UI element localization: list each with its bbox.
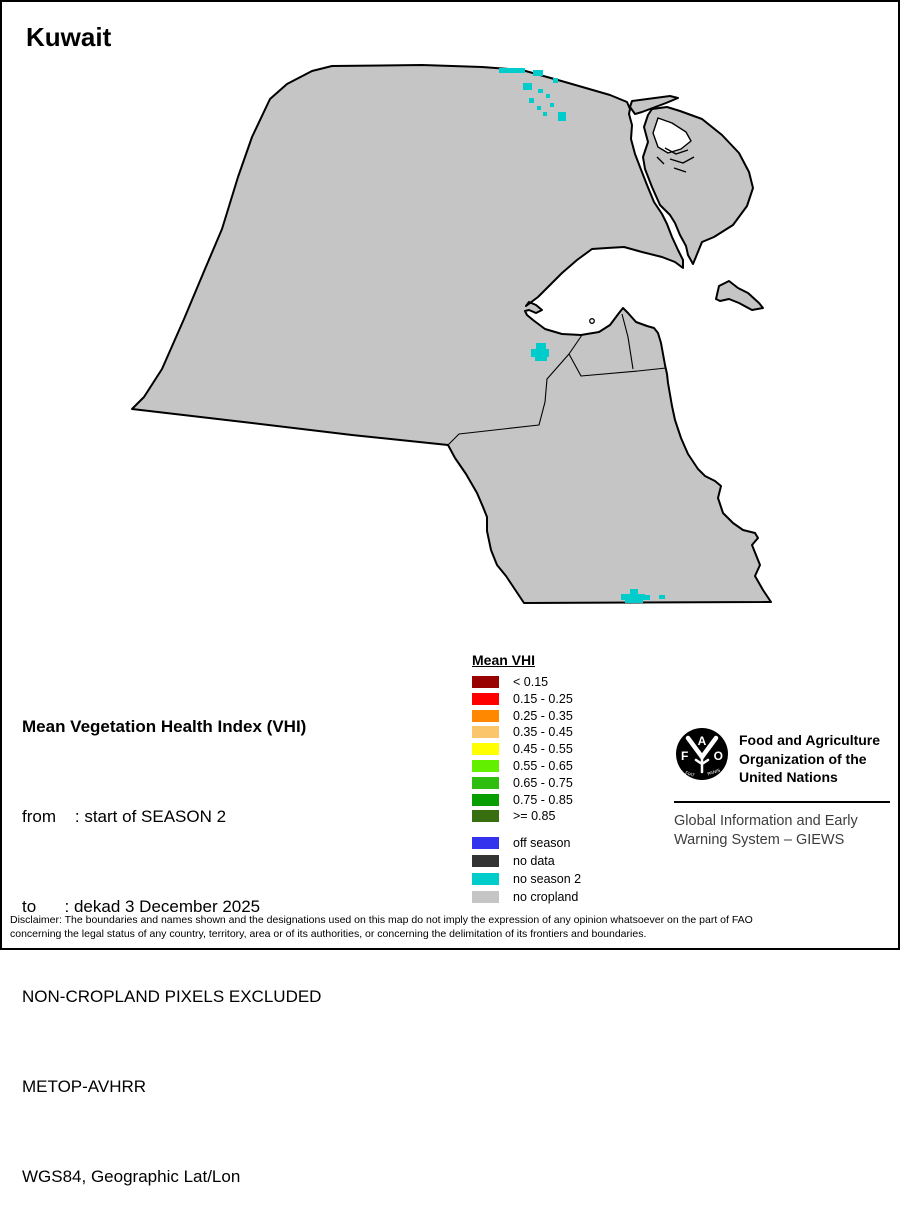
- kuwait-map: [2, 2, 900, 642]
- fao-block: [674, 726, 896, 787]
- fao-name-line1: Food and Agriculture: [739, 732, 881, 748]
- fao-motto-fiat: FIAT: [684, 770, 696, 778]
- legend-label: no season 2: [513, 872, 582, 886]
- legend-title: Mean VHI: [472, 652, 536, 668]
- info-line-sensor: METOP-AVHRR: [22, 1077, 147, 1096]
- legend-color-swatch: [472, 855, 499, 867]
- legend-color-swatch: [472, 873, 499, 885]
- legend-row: [472, 855, 581, 867]
- status-legend: [472, 837, 581, 909]
- legend-color-swatch: [472, 810, 499, 822]
- legend-label: no cropland: [513, 890, 579, 904]
- legend-row: [472, 777, 573, 789]
- legend-label: 0.45 - 0.55: [513, 742, 573, 757]
- fao-motto-panis: PANIS: [706, 767, 721, 777]
- fao-letter-a: A: [697, 734, 707, 748]
- legend-color-swatch: [472, 760, 499, 772]
- legend-color-swatch: [472, 777, 499, 789]
- fao-name-line2: Organization of the: [739, 750, 867, 767]
- giews-line1: Global Information and Early: [674, 813, 858, 829]
- legend-row: [472, 710, 573, 722]
- legend-row: [472, 760, 573, 772]
- disclaimer: [10, 913, 780, 941]
- info-line-noncropland: NON-CROPLAND PIXELS EXCLUDED: [22, 987, 322, 1006]
- legend-row: [472, 837, 581, 849]
- legend-row: [472, 873, 581, 885]
- legend-color-swatch: [472, 891, 499, 903]
- bay-islet-shape: [590, 319, 595, 324]
- info-line-index-title: Mean Vegetation Health Index (VHI): [22, 717, 307, 736]
- legend-color-swatch: [472, 710, 499, 722]
- fao-name: [739, 726, 880, 787]
- legend-label: 0.25 - 0.35: [513, 708, 573, 723]
- legend-label: 0.75 - 0.85: [513, 792, 573, 807]
- vhi-legend: [472, 652, 573, 827]
- info-line-from: from : start of SEASON 2: [22, 807, 227, 826]
- failaka-island-shape: [716, 281, 763, 310]
- legend-label: >= 0.85: [513, 809, 556, 824]
- legend-label: 0.15 - 0.25: [513, 691, 573, 706]
- status-legend-rows: [472, 837, 581, 903]
- page-title: Kuwait: [26, 22, 112, 52]
- legend-label: 0.55 - 0.65: [513, 758, 573, 773]
- legend-label: off season: [513, 836, 571, 850]
- legend-label: < 0.15: [513, 675, 549, 689]
- legend-row: [472, 743, 573, 755]
- legend-label: no data: [513, 854, 555, 868]
- info-line-to: to : dekad 3 December 2025: [22, 897, 261, 916]
- legend-row: [472, 726, 573, 738]
- fao-logo-icon: [674, 726, 730, 782]
- legend-label: 0.35 - 0.45: [513, 725, 573, 740]
- legend-row: [472, 676, 573, 688]
- legend-color-swatch: [472, 676, 499, 688]
- info-line-projection: WGS84, Geographic Lat/Lon: [22, 1167, 241, 1186]
- fao-letter-f: F: [681, 749, 689, 763]
- legend-color-swatch: [472, 726, 499, 738]
- fao-letter-o: O: [713, 749, 723, 763]
- disclaimer-line2: concerning the legal status of any country, territory, area or of its authorities, or concerning the delimitation of its frontiers and boundaries.: [10, 928, 647, 940]
- legend-color-swatch: [472, 693, 499, 705]
- legend-row: [472, 810, 573, 822]
- legend-row: [472, 693, 573, 705]
- legend-label: 0.65 - 0.75: [513, 775, 573, 790]
- legend-color-swatch: [472, 837, 499, 849]
- legend-color-swatch: [472, 794, 499, 806]
- fao-divider: [674, 801, 890, 803]
- legend-row: [472, 794, 573, 806]
- disclaimer-line1: Disclaimer: The boundaries and names shown and the designations used on this map do not imply the expression of any opinion whatsoever on the part of FAO: [10, 914, 753, 926]
- legend-row: [472, 891, 581, 903]
- giews-line2: Warning System – GIEWS: [674, 832, 845, 848]
- vhi-legend-rows: [472, 676, 573, 822]
- giews-label: [674, 812, 858, 850]
- fao-name-line3: United Nations: [739, 769, 838, 785]
- legend-color-swatch: [472, 743, 499, 755]
